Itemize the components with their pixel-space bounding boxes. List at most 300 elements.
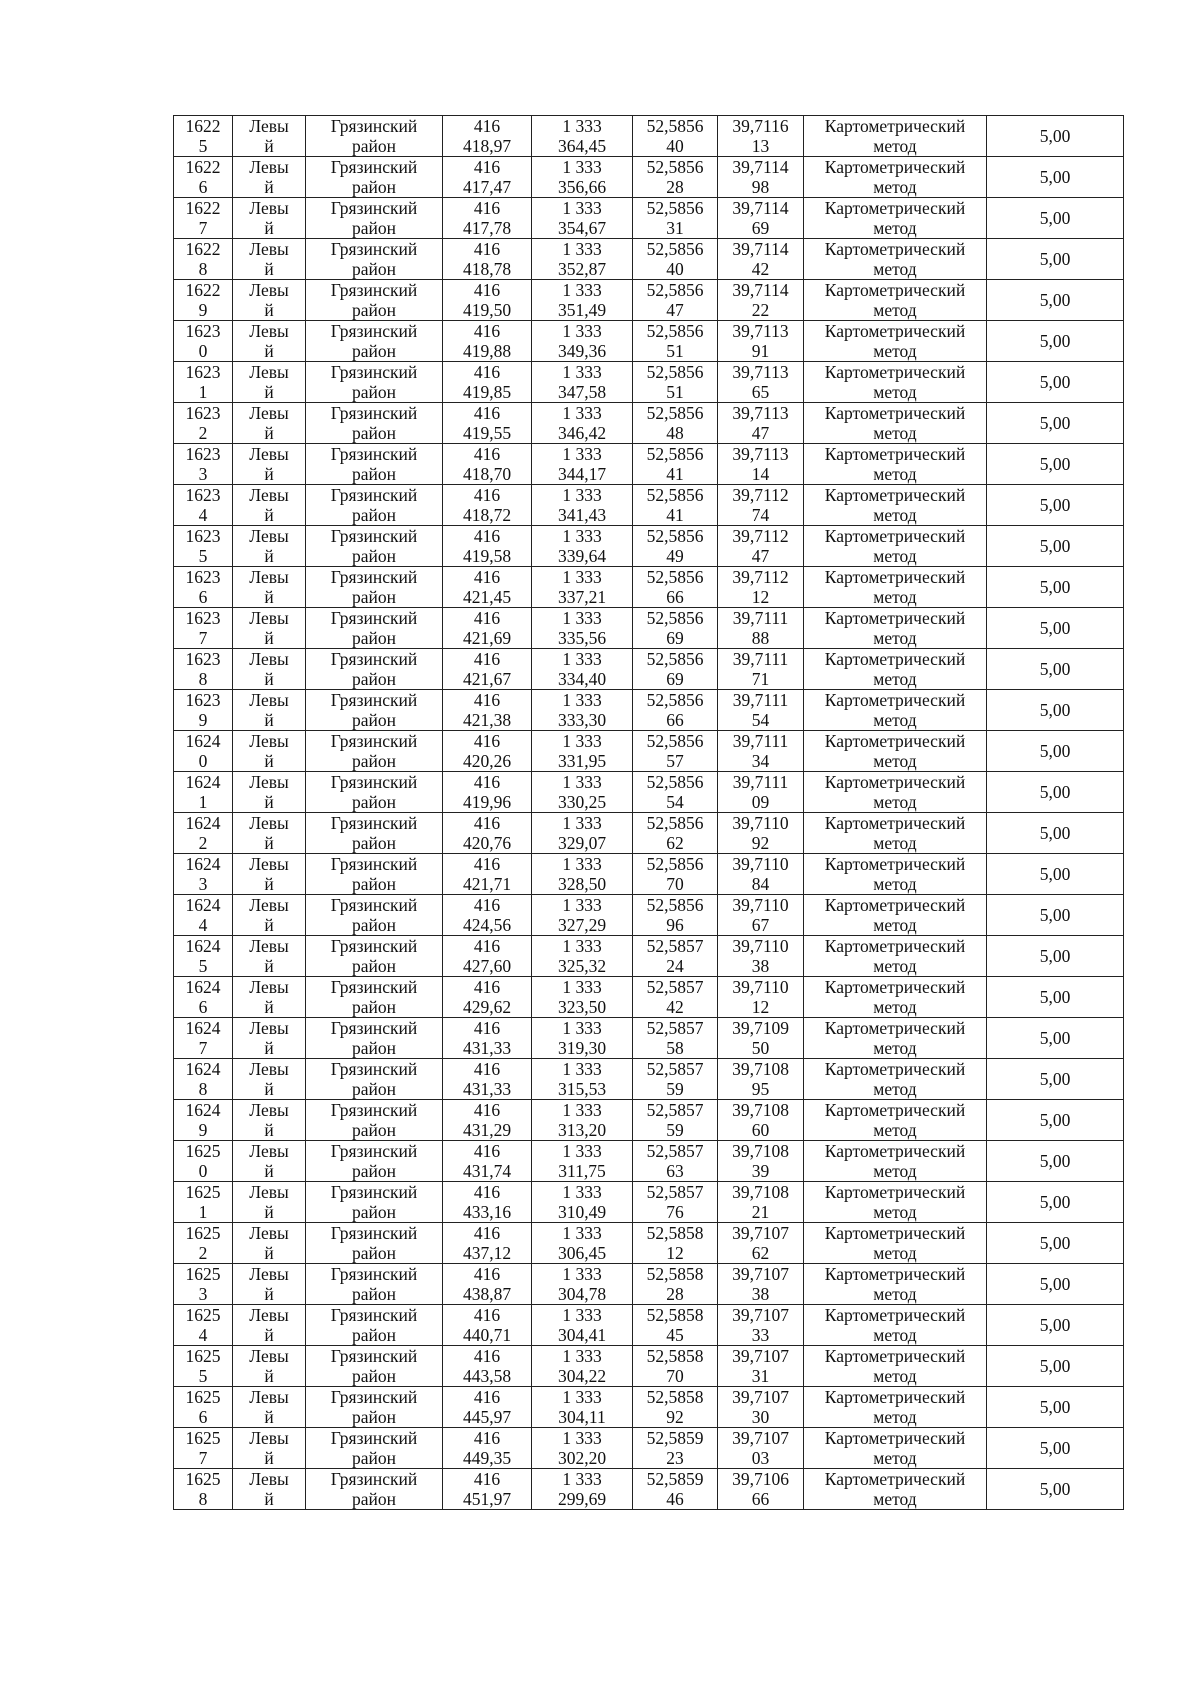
- accuracy-cell: 5,00: [987, 1428, 1124, 1469]
- side-cell-line: й: [264, 1407, 274, 1427]
- coord-x-cell-line: 416: [473, 157, 501, 177]
- point-number-cell-line: 1623: [185, 608, 221, 628]
- point-number-cell-line: 5: [198, 1366, 208, 1386]
- method-cell: [804, 526, 987, 567]
- latitude-cell: [633, 526, 718, 567]
- method-cell: [804, 895, 987, 936]
- coord-y-cell-line: 1 333: [562, 854, 602, 874]
- method-cell-line: Картометрический: [824, 1264, 966, 1284]
- side-cell-line: Левы: [249, 1428, 289, 1448]
- side-cell-line: й: [264, 382, 274, 402]
- point-number-cell-line: 1625: [185, 1264, 221, 1284]
- longitude-cell-line: 39,7113: [732, 321, 789, 341]
- longitude-cell-line: 39,7107: [732, 1305, 789, 1325]
- point-number-cell-line: 1622: [185, 198, 221, 218]
- latitude-cell: [633, 1018, 718, 1059]
- latitude-cell-line: 23: [666, 1448, 684, 1468]
- point-number-cell: [174, 1223, 233, 1264]
- latitude-cell: [633, 1059, 718, 1100]
- method-cell-line: Картометрический: [824, 1346, 966, 1366]
- side-cell: [233, 1018, 306, 1059]
- longitude-cell-line: 39,7107: [732, 1387, 789, 1407]
- longitude-cell: [718, 157, 804, 198]
- coord-x-cell-line: 416: [473, 608, 501, 628]
- coord-x-cell-line: 416: [473, 1018, 501, 1038]
- longitude-cell: [718, 1387, 804, 1428]
- method-cell-line: метод: [873, 136, 917, 156]
- coord-x-cell: [443, 1428, 532, 1469]
- table-row: [174, 1346, 1124, 1387]
- latitude-cell: [633, 1141, 718, 1182]
- longitude-cell-line: 39,7111: [732, 649, 789, 669]
- side-cell-line: Левы: [249, 157, 289, 177]
- side-cell: [233, 690, 306, 731]
- point-number-cell-line: 9: [198, 1120, 208, 1140]
- coord-x-cell-line: 416: [473, 895, 501, 915]
- district-cell: [306, 731, 443, 772]
- method-cell-line: Картометрический: [824, 977, 966, 997]
- point-number-cell-line: 1625: [185, 1469, 221, 1489]
- side-cell-line: й: [264, 1489, 274, 1509]
- coord-x-cell-line: 419,85: [462, 382, 512, 402]
- point-number-cell-line: 2: [198, 423, 208, 443]
- longitude-cell: [718, 485, 804, 526]
- table-body: [174, 116, 1124, 1510]
- latitude-cell: [633, 403, 718, 444]
- coord-y-cell-line: 304,22: [557, 1366, 607, 1386]
- district-cell: [306, 280, 443, 321]
- latitude-cell-line: 52,5858: [646, 1305, 704, 1325]
- point-number-cell-line: 3: [198, 874, 208, 894]
- table-row: [174, 1059, 1124, 1100]
- point-number-cell: [174, 977, 233, 1018]
- method-cell: [804, 772, 987, 813]
- latitude-cell-line: 76: [666, 1202, 684, 1222]
- method-cell-line: Картометрический: [824, 157, 966, 177]
- district-cell: [306, 1141, 443, 1182]
- coord-y-cell: [532, 444, 633, 485]
- district-cell-line: Грязинский: [330, 772, 418, 792]
- side-cell-line: й: [264, 874, 274, 894]
- coord-x-cell-line: 418,78: [462, 259, 512, 279]
- point-number-cell: [174, 1059, 233, 1100]
- district-cell: [306, 116, 443, 157]
- point-number-cell-line: 1624: [185, 1018, 221, 1038]
- longitude-cell-line: 14: [751, 464, 770, 484]
- side-cell-line: й: [264, 669, 274, 689]
- latitude-cell: [633, 1346, 718, 1387]
- coord-y-cell-line: 330,25: [557, 792, 607, 812]
- table-row: [174, 854, 1124, 895]
- district-cell-line: район: [352, 628, 396, 648]
- latitude-cell: [633, 690, 718, 731]
- coord-x-cell-line: 416: [473, 567, 501, 587]
- coord-x-cell: [443, 321, 532, 362]
- method-cell: [804, 936, 987, 977]
- longitude-cell-line: 12: [751, 997, 770, 1017]
- side-cell-line: Левы: [249, 526, 289, 546]
- latitude-cell-line: 12: [666, 1243, 684, 1263]
- district-cell-line: Грязинский: [330, 690, 418, 710]
- side-cell-line: й: [264, 833, 274, 853]
- coord-x-cell-line: 419,50: [462, 300, 512, 320]
- side-cell-line: й: [264, 1243, 274, 1263]
- latitude-cell-line: 52,5856: [646, 854, 704, 874]
- district-cell-line: Грязинский: [330, 157, 418, 177]
- longitude-cell-line: 39,7110: [732, 813, 789, 833]
- district-cell: [306, 444, 443, 485]
- side-cell-line: Левы: [249, 1346, 289, 1366]
- district-cell: [306, 198, 443, 239]
- point-number-cell-line: 1623: [185, 403, 221, 423]
- coord-y-cell: [532, 1182, 633, 1223]
- longitude-cell-line: 34: [751, 751, 770, 771]
- longitude-cell-line: 65: [751, 382, 770, 402]
- method-cell-line: метод: [873, 300, 917, 320]
- point-number-cell-line: 6: [198, 1407, 208, 1427]
- point-number-cell-line: 7: [198, 218, 208, 238]
- point-number-cell: [174, 895, 233, 936]
- coord-x-cell-line: 416: [473, 772, 501, 792]
- method-cell-line: метод: [873, 382, 917, 402]
- coord-x-cell-line: 416: [473, 239, 501, 259]
- side-cell: [233, 1428, 306, 1469]
- district-cell-line: Грязинский: [330, 198, 418, 218]
- side-cell-line: Левы: [249, 895, 289, 915]
- side-cell-line: Левы: [249, 772, 289, 792]
- coord-y-cell-line: 1 333: [562, 813, 602, 833]
- accuracy-cell: 5,00: [987, 1346, 1124, 1387]
- method-cell-line: метод: [873, 792, 917, 812]
- accuracy-cell: 5,00: [987, 1264, 1124, 1305]
- coord-y-cell-line: 356,66: [557, 177, 607, 197]
- point-number-cell-line: 1623: [185, 649, 221, 669]
- district-cell-line: район: [352, 956, 396, 976]
- point-number-cell: [174, 1346, 233, 1387]
- side-cell-line: Левы: [249, 116, 289, 136]
- district-cell: [306, 854, 443, 895]
- coord-y-cell: [532, 116, 633, 157]
- side-cell-line: й: [264, 300, 274, 320]
- coord-y-cell-line: 1 333: [562, 321, 602, 341]
- accuracy-cell: 5,00: [987, 362, 1124, 403]
- side-cell: [233, 895, 306, 936]
- coord-x-cell-line: 443,58: [462, 1366, 512, 1386]
- district-cell: [306, 1428, 443, 1469]
- latitude-cell-line: 52,5857: [646, 936, 704, 956]
- longitude-cell-line: 38: [751, 1284, 770, 1304]
- latitude-cell: [633, 239, 718, 280]
- district-cell-line: район: [352, 1489, 396, 1509]
- coord-x-cell: [443, 485, 532, 526]
- district-cell-line: Грязинский: [330, 1387, 418, 1407]
- method-cell-line: метод: [873, 341, 917, 361]
- side-cell: [233, 567, 306, 608]
- coord-x-cell-line: 429,62: [462, 997, 512, 1017]
- longitude-cell-line: 39,7106: [732, 1469, 789, 1489]
- point-number-cell-line: 1622: [185, 280, 221, 300]
- method-cell-line: Картометрический: [824, 649, 966, 669]
- latitude-cell-line: 92: [666, 1407, 684, 1427]
- coord-x-cell-line: 416: [473, 198, 501, 218]
- method-cell-line: Картометрический: [824, 1223, 966, 1243]
- coord-x-cell-line: 440,71: [462, 1325, 512, 1345]
- side-cell-line: й: [264, 587, 274, 607]
- longitude-cell-line: 47: [751, 546, 770, 566]
- method-cell-line: метод: [873, 1202, 917, 1222]
- point-number-cell: [174, 1305, 233, 1346]
- coord-y-cell: [532, 567, 633, 608]
- accuracy-cell: 5,00: [987, 731, 1124, 772]
- method-cell: [804, 1264, 987, 1305]
- point-number-cell-line: 1623: [185, 526, 221, 546]
- coord-y-cell-line: 1 333: [562, 1059, 602, 1079]
- district-cell-line: район: [352, 341, 396, 361]
- district-cell-line: район: [352, 874, 396, 894]
- district-cell-line: Грязинский: [330, 854, 418, 874]
- district-cell-line: Грязинский: [330, 1469, 418, 1489]
- district-cell-line: район: [352, 997, 396, 1017]
- point-number-cell-line: 6: [198, 177, 208, 197]
- point-number-cell-line: 1625: [185, 1182, 221, 1202]
- district-cell-line: Грязинский: [330, 895, 418, 915]
- method-cell-line: метод: [873, 423, 917, 443]
- longitude-cell-line: 92: [751, 833, 770, 853]
- accuracy-cell: 5,00: [987, 608, 1124, 649]
- coord-x-cell-line: 416: [473, 403, 501, 423]
- longitude-cell: [718, 1428, 804, 1469]
- coord-y-cell-line: 327,29: [557, 915, 607, 935]
- method-cell-line: Картометрический: [824, 239, 966, 259]
- latitude-cell-line: 58: [666, 1038, 684, 1058]
- point-number-cell: [174, 280, 233, 321]
- coord-y-cell-line: 1 333: [562, 1141, 602, 1161]
- point-number-cell-line: 1624: [185, 977, 221, 997]
- coord-x-cell-line: 418,70: [462, 464, 512, 484]
- coord-y-cell-line: 1 333: [562, 280, 602, 300]
- longitude-cell: [718, 567, 804, 608]
- latitude-cell-line: 52,5858: [646, 1346, 704, 1366]
- coord-y-cell-line: 1 333: [562, 649, 602, 669]
- longitude-cell: [718, 1100, 804, 1141]
- district-cell: [306, 977, 443, 1018]
- latitude-cell-line: 57: [666, 751, 684, 771]
- coord-x-cell-line: 416: [473, 280, 501, 300]
- method-cell-line: Картометрический: [824, 1428, 966, 1448]
- method-cell-line: метод: [873, 177, 917, 197]
- coord-y-cell-line: 304,41: [557, 1325, 607, 1345]
- longitude-cell-line: 91: [751, 341, 770, 361]
- coord-x-cell-line: 451,97: [462, 1489, 512, 1509]
- side-cell: [233, 1346, 306, 1387]
- point-number-cell-line: 9: [198, 710, 208, 730]
- longitude-cell-line: 39,7113: [732, 444, 789, 464]
- coord-x-cell: [443, 1223, 532, 1264]
- coord-y-cell: [532, 936, 633, 977]
- accuracy-cell: 5,00: [987, 1100, 1124, 1141]
- side-cell-line: й: [264, 1202, 274, 1222]
- district-cell: [306, 157, 443, 198]
- point-number-cell-line: 1625: [185, 1305, 221, 1325]
- method-cell-line: метод: [873, 956, 917, 976]
- point-number-cell-line: 6: [198, 587, 208, 607]
- longitude-cell-line: 22: [751, 300, 770, 320]
- point-number-cell: [174, 813, 233, 854]
- table-row: [174, 567, 1124, 608]
- method-cell-line: метод: [873, 1284, 917, 1304]
- longitude-cell: [718, 116, 804, 157]
- method-cell: [804, 1469, 987, 1510]
- coord-y-cell-line: 331,95: [557, 751, 607, 771]
- longitude-cell: [718, 1059, 804, 1100]
- method-cell-line: Картометрический: [824, 813, 966, 833]
- coord-y-cell-line: 1 333: [562, 485, 602, 505]
- coord-y-cell-line: 1 333: [562, 1100, 602, 1120]
- district-cell-line: Грязинский: [330, 362, 418, 382]
- point-number-cell: [174, 198, 233, 239]
- side-cell: [233, 772, 306, 813]
- longitude-cell: [718, 444, 804, 485]
- side-cell-line: Левы: [249, 1059, 289, 1079]
- coord-x-cell-line: 416: [473, 854, 501, 874]
- coord-y-cell-line: 339,64: [557, 546, 607, 566]
- coord-y-cell-line: 347,58: [557, 382, 607, 402]
- side-cell: [233, 936, 306, 977]
- coord-x-cell: [443, 116, 532, 157]
- point-number-cell-line: 1622: [185, 157, 221, 177]
- coord-x-cell: [443, 608, 532, 649]
- method-cell-line: Картометрический: [824, 1141, 966, 1161]
- coord-y-cell-line: 333,30: [557, 710, 607, 730]
- table-row: [174, 1387, 1124, 1428]
- longitude-cell-line: 21: [751, 1202, 770, 1222]
- district-cell-line: район: [352, 1448, 396, 1468]
- coord-y-cell: [532, 772, 633, 813]
- longitude-cell: [718, 608, 804, 649]
- point-number-cell: [174, 1264, 233, 1305]
- side-cell: [233, 444, 306, 485]
- coord-y-cell-line: 1 333: [562, 239, 602, 259]
- longitude-cell-line: 39,7107: [732, 1346, 789, 1366]
- side-cell-line: й: [264, 423, 274, 443]
- coord-y-cell-line: 1 333: [562, 690, 602, 710]
- method-cell-line: Картометрический: [824, 321, 966, 341]
- point-number-cell-line: 1: [198, 382, 208, 402]
- method-cell: [804, 198, 987, 239]
- latitude-cell-line: 46: [666, 1489, 684, 1509]
- latitude-cell: [633, 608, 718, 649]
- coord-y-cell-line: 1 333: [562, 526, 602, 546]
- district-cell: [306, 321, 443, 362]
- point-number-cell: [174, 1100, 233, 1141]
- coord-x-cell: [443, 362, 532, 403]
- side-cell: [233, 1100, 306, 1141]
- longitude-cell-line: 39,7109: [732, 1018, 789, 1038]
- method-cell: [804, 1141, 987, 1182]
- longitude-cell-line: 38: [751, 956, 770, 976]
- latitude-cell-line: 63: [666, 1161, 684, 1181]
- method-cell-line: Картометрический: [824, 854, 966, 874]
- district-cell-line: район: [352, 710, 396, 730]
- method-cell-line: Картометрический: [824, 526, 966, 546]
- coord-y-cell-line: 328,50: [557, 874, 607, 894]
- table-row: [174, 1428, 1124, 1469]
- district-cell: [306, 1018, 443, 1059]
- side-cell: [233, 239, 306, 280]
- side-cell-line: Левы: [249, 362, 289, 382]
- side-cell: [233, 608, 306, 649]
- latitude-cell: [633, 116, 718, 157]
- longitude-cell: [718, 526, 804, 567]
- latitude-cell-line: 40: [666, 259, 684, 279]
- district-cell: [306, 1469, 443, 1510]
- point-number-cell-line: 2: [198, 833, 208, 853]
- district-cell: [306, 608, 443, 649]
- point-number-cell: [174, 239, 233, 280]
- district-cell-line: район: [352, 546, 396, 566]
- method-cell-line: метод: [873, 505, 917, 525]
- coord-x-cell: [443, 444, 532, 485]
- longitude-cell-line: 39,7113: [732, 362, 789, 382]
- point-number-cell-line: 7: [198, 1038, 208, 1058]
- point-number-cell: [174, 854, 233, 895]
- longitude-cell: [718, 895, 804, 936]
- longitude-cell-line: 39,7112: [732, 567, 789, 587]
- point-number-cell-line: 8: [198, 1489, 208, 1509]
- table-row: [174, 198, 1124, 239]
- longitude-cell-line: 39,7110: [732, 977, 789, 997]
- latitude-cell-line: 52,5856: [646, 772, 704, 792]
- district-cell-line: Грязинский: [330, 1141, 418, 1161]
- district-cell-line: район: [352, 382, 396, 402]
- latitude-cell: [633, 567, 718, 608]
- coord-y-cell: [532, 280, 633, 321]
- coord-x-cell-line: 420,26: [462, 751, 512, 771]
- point-number-cell-line: 7: [198, 628, 208, 648]
- coord-y-cell-line: 304,78: [557, 1284, 607, 1304]
- side-cell-line: Левы: [249, 1100, 289, 1120]
- coord-y-cell-line: 1 333: [562, 1018, 602, 1038]
- latitude-cell-line: 70: [666, 874, 684, 894]
- latitude-cell: [633, 1223, 718, 1264]
- side-cell: [233, 526, 306, 567]
- district-cell-line: район: [352, 751, 396, 771]
- coord-x-cell: [443, 403, 532, 444]
- coord-y-cell: [532, 608, 633, 649]
- coord-x-cell-line: 416: [473, 649, 501, 669]
- point-number-cell-line: 1625: [185, 1141, 221, 1161]
- latitude-cell-line: 52,5856: [646, 116, 704, 136]
- method-cell-line: метод: [873, 218, 917, 238]
- longitude-cell: [718, 813, 804, 854]
- accuracy-cell: 5,00: [987, 485, 1124, 526]
- method-cell-line: Картометрический: [824, 1018, 966, 1038]
- coord-y-cell: [532, 977, 633, 1018]
- district-cell: [306, 1059, 443, 1100]
- accuracy-cell: 5,00: [987, 444, 1124, 485]
- longitude-cell: [718, 1141, 804, 1182]
- district-cell-line: Грязинский: [330, 1018, 418, 1038]
- side-cell-line: Левы: [249, 239, 289, 259]
- side-cell-line: й: [264, 1448, 274, 1468]
- method-cell-line: метод: [873, 1325, 917, 1345]
- point-number-cell-line: 0: [198, 1161, 208, 1181]
- coord-x-cell-line: 419,88: [462, 341, 512, 361]
- point-number-cell-line: 2: [198, 1243, 208, 1263]
- coord-x-cell-line: 418,97: [462, 136, 512, 156]
- accuracy-cell: 5,00: [987, 198, 1124, 239]
- district-cell: [306, 526, 443, 567]
